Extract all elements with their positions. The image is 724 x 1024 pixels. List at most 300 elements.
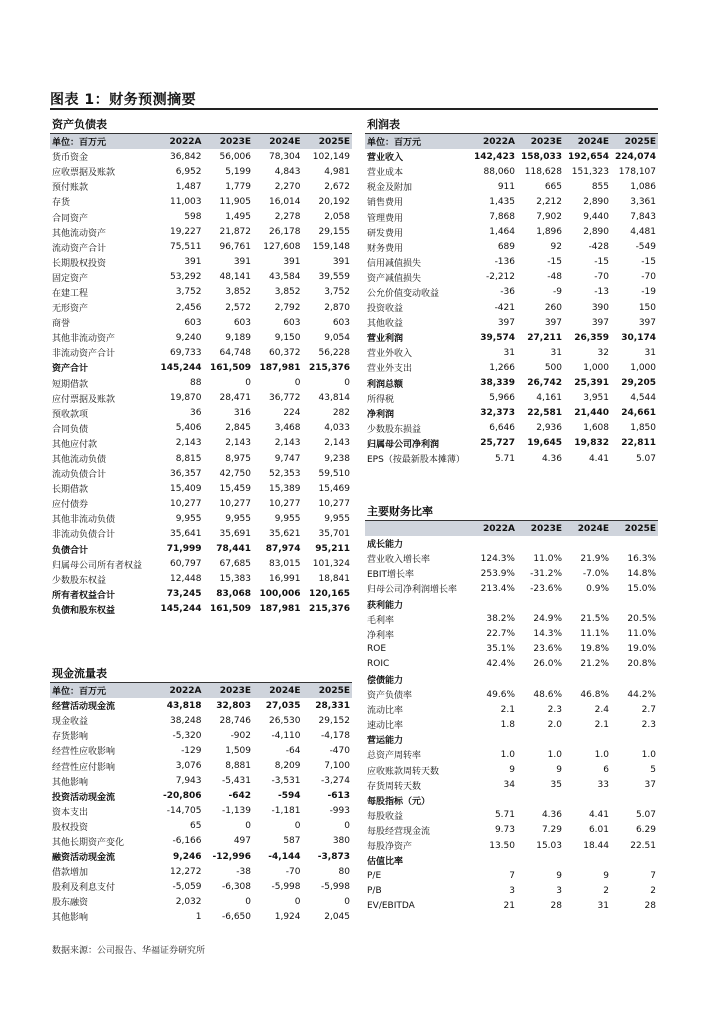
table-cell: 26,359 xyxy=(574,332,609,343)
table-cell: 15.03 xyxy=(536,840,562,851)
table-cell: 127,608 xyxy=(263,242,301,253)
table-cell: -64 xyxy=(285,745,301,756)
row-label: 偿债能力 xyxy=(367,675,404,686)
table-cell: 33 xyxy=(597,780,609,791)
row-label: 成长能力 xyxy=(367,540,404,551)
table-cell: 16,014 xyxy=(269,196,301,207)
table-cell: 1,000 xyxy=(583,362,609,373)
table-cell: 2,672 xyxy=(324,181,350,192)
row-label: 其他流动负债 xyxy=(52,455,107,466)
table-row xyxy=(50,179,352,194)
table-cell: 96,761 xyxy=(219,242,251,253)
table-cell: 0 xyxy=(294,821,301,832)
table-row xyxy=(50,804,352,819)
table-row xyxy=(50,728,352,743)
table-cell: 13.50 xyxy=(489,840,515,851)
table-row xyxy=(50,819,352,834)
row-label: EPS（按最新股本摊薄） xyxy=(367,455,465,466)
table-cell: 500 xyxy=(544,362,562,373)
table-cell: 16,991 xyxy=(269,574,301,585)
table-cell: -36 xyxy=(500,287,515,298)
table-cell: 31 xyxy=(644,347,656,358)
table-cell: 161,509 xyxy=(210,362,251,373)
row-label: 其他非流动负债 xyxy=(52,515,116,526)
table-row xyxy=(365,451,658,466)
table-cell: 161,509 xyxy=(210,604,251,615)
row-label: 营业外支出 xyxy=(367,364,413,375)
row-label: 股权投资 xyxy=(52,822,89,833)
row-label: 经营活动现金流 xyxy=(52,702,116,713)
table-cell: 26,742 xyxy=(527,378,562,389)
row-label: 经营性应付影响 xyxy=(52,762,116,773)
table-cell: 1,464 xyxy=(489,227,515,238)
table-cell: 14.8% xyxy=(627,568,656,579)
ratios-header xyxy=(365,521,658,536)
table-cell: 3 xyxy=(556,885,562,896)
table-cell: 4,161 xyxy=(536,393,562,404)
table-row xyxy=(365,581,658,596)
row-label: 其他影响 xyxy=(52,913,89,924)
table-row xyxy=(50,360,352,375)
table-cell: 28,471 xyxy=(219,393,251,404)
table-cell: 60,797 xyxy=(170,559,202,570)
table-row xyxy=(365,179,658,194)
column-header: 2022A xyxy=(470,134,517,149)
row-label: 信用减值损失 xyxy=(367,258,422,269)
table-row xyxy=(50,879,352,894)
table-row xyxy=(50,789,352,804)
table-cell: 43,818 xyxy=(166,700,202,711)
table-cell: 1,086 xyxy=(630,181,656,192)
table-cell: 6,646 xyxy=(489,423,515,434)
table-cell xyxy=(564,536,611,551)
table-cell: 15.0% xyxy=(627,583,656,594)
table-row xyxy=(365,778,658,793)
table-cell: 8,209 xyxy=(274,761,301,772)
table-cell: 6.01 xyxy=(588,825,609,836)
table-cell: -9 xyxy=(553,287,562,298)
table-cell: 1,000 xyxy=(630,362,656,373)
table-cell: 1.0 xyxy=(641,749,656,760)
table-cell: 187,981 xyxy=(259,604,301,615)
table-cell: 8,881 xyxy=(225,761,251,772)
table-cell: 9,150 xyxy=(274,332,301,343)
table-cell xyxy=(517,793,564,808)
table-cell: 2,845 xyxy=(225,423,251,434)
table-cell: 0 xyxy=(245,821,251,832)
table-row xyxy=(50,451,352,466)
balance-sheet-title: 资产负债表 xyxy=(50,117,352,134)
row-label: 融资活动现金流 xyxy=(52,853,116,864)
ratios-table xyxy=(365,521,658,913)
table-cell xyxy=(470,732,517,747)
table-cell: 2,045 xyxy=(324,911,350,922)
row-label: 应收账款周转天数 xyxy=(367,766,440,777)
table-cell xyxy=(611,793,658,808)
row-label: 利润总额 xyxy=(367,379,404,390)
table-cell: 9 xyxy=(556,870,562,881)
table-cell: -5,998 xyxy=(271,881,301,892)
table-cell: 7,902 xyxy=(536,212,562,223)
table-cell: 1,850 xyxy=(630,423,656,434)
table-cell: 7,100 xyxy=(324,761,350,772)
table-cell: 34 xyxy=(503,780,515,791)
row-label: 其他应付款 xyxy=(52,439,98,450)
table-cell: 48,141 xyxy=(219,272,251,283)
table-row xyxy=(50,602,352,617)
table-cell: -5,431 xyxy=(221,776,251,787)
table-cell: 2.4 xyxy=(594,704,609,715)
table-cell: 4.41 xyxy=(588,453,609,464)
table-cell: 6,952 xyxy=(175,166,202,177)
table-cell: 38.2% xyxy=(486,614,515,625)
table-cell: 56,006 xyxy=(219,151,251,162)
table-cell: 29,155 xyxy=(318,227,350,238)
table-cell: 10,277 xyxy=(269,498,301,509)
table-row xyxy=(50,864,352,879)
table-cell: -31.2% xyxy=(530,568,562,579)
table-cell: -1,181 xyxy=(271,806,301,817)
table-cell: 7,943 xyxy=(175,776,202,787)
column-header: 2022A xyxy=(470,521,517,536)
column-header: 单位：百万元 xyxy=(50,134,154,149)
table-cell: -14,705 xyxy=(166,806,202,817)
table-cell: 19,870 xyxy=(170,393,202,404)
table-cell: 80 xyxy=(338,866,350,877)
table-cell: 1,495 xyxy=(225,212,251,223)
row-label: 速动比率 xyxy=(367,721,404,732)
table-cell: 3,852 xyxy=(225,287,251,298)
table-cell: 21 xyxy=(503,900,515,911)
table-cell: 21.5% xyxy=(580,614,609,625)
table-cell: 9,955 xyxy=(225,513,251,524)
table-row xyxy=(365,330,658,345)
table-cell: -70 xyxy=(594,272,609,283)
table-cell: 32 xyxy=(597,347,609,358)
table-cell: 158,033 xyxy=(521,151,562,162)
table-cell xyxy=(470,853,517,868)
table-cell: 1.0 xyxy=(500,749,515,760)
income-statement-section xyxy=(365,117,658,466)
table-row xyxy=(50,572,352,587)
table-cell xyxy=(564,732,611,747)
table-cell: 19,645 xyxy=(527,438,562,449)
table-cell: 5,406 xyxy=(175,423,202,434)
table-cell: 0 xyxy=(344,378,350,389)
table-row xyxy=(365,225,658,240)
table-cell: 5.71 xyxy=(494,810,515,821)
table-row xyxy=(50,315,352,330)
table-cell: 1,509 xyxy=(225,745,251,756)
table-cell: -129 xyxy=(181,745,202,756)
table-cell xyxy=(564,672,611,687)
table-row xyxy=(50,300,352,315)
row-label: 存货周转天数 xyxy=(367,781,422,792)
table-cell: 145,244 xyxy=(160,604,202,615)
row-label: 应付债券 xyxy=(52,500,89,511)
income-statement-table xyxy=(365,134,658,466)
row-label: 其他流动资产 xyxy=(52,228,107,239)
table-cell xyxy=(470,536,517,551)
table-cell: 4.41 xyxy=(588,810,609,821)
table-row xyxy=(50,194,352,209)
table-cell: 2,143 xyxy=(175,438,202,449)
table-cell: 282 xyxy=(332,408,350,419)
table-cell: 83,015 xyxy=(269,559,301,570)
row-label: 资本支出 xyxy=(52,807,89,818)
table-cell: -15 xyxy=(594,257,609,268)
table-cell: 26,530 xyxy=(269,715,301,726)
table-cell: -12,996 xyxy=(212,851,251,862)
table-row xyxy=(365,823,658,838)
table-row xyxy=(365,687,658,702)
table-cell: 2,032 xyxy=(175,896,202,907)
table-cell: 11.0% xyxy=(533,553,562,564)
table-row xyxy=(50,587,352,602)
row-label: 在建工程 xyxy=(52,288,89,299)
column-header: 2023E xyxy=(204,134,254,149)
row-label: 每股收益 xyxy=(367,811,404,822)
row-label: 归属母公司净利润 xyxy=(367,439,440,450)
row-label: 无形资产 xyxy=(52,304,89,315)
table-cell: -421 xyxy=(494,302,515,313)
table-cell: 4,544 xyxy=(630,393,656,404)
table-row xyxy=(365,240,658,255)
table-cell: -5,320 xyxy=(172,730,202,741)
table-cell: 7,843 xyxy=(630,212,656,223)
table-cell: 603 xyxy=(283,317,301,328)
table-cell: 6 xyxy=(603,765,609,776)
table-cell: 22.7% xyxy=(486,629,515,640)
row-label: 营业收入增长率 xyxy=(367,555,431,566)
table-row xyxy=(365,898,658,913)
table-cell: 2,278 xyxy=(274,212,301,223)
row-label: 存货 xyxy=(52,198,71,209)
table-cell xyxy=(611,536,658,551)
row-label: 资产负债率 xyxy=(367,691,413,702)
table-cell: 4,843 xyxy=(274,166,301,177)
table-cell: 12,272 xyxy=(170,866,202,877)
table-cell: 35,691 xyxy=(219,528,251,539)
table-cell: 71,999 xyxy=(166,544,202,555)
table-cell: 25,727 xyxy=(480,438,515,449)
table-row xyxy=(365,149,658,164)
table-cell: 911 xyxy=(497,181,515,192)
income-statement-title: 利润表 xyxy=(365,117,658,134)
column-header: 2023E xyxy=(204,683,254,698)
table-cell: 2,143 xyxy=(225,438,251,449)
ratios-title: 主要财务比率 xyxy=(365,504,658,521)
table-cell: 0.9% xyxy=(586,583,609,594)
row-label: 归属母公司所有者权益 xyxy=(52,560,143,571)
table-cell: 9,054 xyxy=(324,332,350,343)
table-cell: 102,149 xyxy=(312,151,350,162)
table-cell: 24,661 xyxy=(621,408,656,419)
table-cell: 192,654 xyxy=(568,151,609,162)
row-label: 研发费用 xyxy=(367,228,404,239)
table-cell: 31 xyxy=(550,347,562,358)
table-cell: 88 xyxy=(190,378,202,389)
table-cell: 38,339 xyxy=(480,378,515,389)
table-cell: 31 xyxy=(503,347,515,358)
table-cell: 12,448 xyxy=(170,574,202,585)
table-cell: 15,389 xyxy=(269,483,301,494)
table-cell: 5 xyxy=(650,765,656,776)
table-cell: 178,107 xyxy=(618,166,656,177)
row-label: 长期股权投资 xyxy=(52,258,107,269)
table-row xyxy=(365,732,658,747)
table-cell: 3,852 xyxy=(274,287,301,298)
row-label: 长期借款 xyxy=(52,485,89,496)
table-cell: 316 xyxy=(233,408,251,419)
table-cell: 5.07 xyxy=(635,810,656,821)
table-cell: 3,951 xyxy=(583,393,609,404)
column-header: 2025E xyxy=(303,134,353,149)
table-cell: 29,152 xyxy=(318,715,350,726)
table-cell: 26,178 xyxy=(269,227,301,238)
table-cell: -15 xyxy=(547,257,562,268)
table-cell: 2,212 xyxy=(536,196,562,207)
table-cell: 9,240 xyxy=(175,332,202,343)
table-row xyxy=(50,149,352,164)
table-row xyxy=(365,209,658,224)
row-label: 现金收益 xyxy=(52,717,89,728)
table-row xyxy=(50,270,352,285)
table-row xyxy=(365,853,658,868)
table-cell xyxy=(470,596,517,611)
table-cell: 1,487 xyxy=(175,181,202,192)
table-cell xyxy=(517,672,564,687)
table-cell: 49.6% xyxy=(486,689,515,700)
row-label: 流动资产合计 xyxy=(52,243,107,254)
table-cell: 92 xyxy=(550,242,562,253)
table-cell: 52,353 xyxy=(269,468,301,479)
table-cell: -594 xyxy=(277,791,301,802)
row-label: 短期借款 xyxy=(52,379,89,390)
table-cell xyxy=(564,853,611,868)
table-cell: 4.36 xyxy=(541,453,562,464)
table-cell: -7.0% xyxy=(582,568,609,579)
table-cell: 603 xyxy=(233,317,251,328)
table-row xyxy=(365,747,658,762)
table-cell: 87,974 xyxy=(265,544,301,555)
table-row xyxy=(365,436,658,451)
table-cell: 16.3% xyxy=(627,553,656,564)
row-label: 所有者权益合计 xyxy=(52,590,116,601)
table-cell: 11.1% xyxy=(580,629,609,640)
row-label: EBIT增长率 xyxy=(367,570,415,581)
row-label: 营业成本 xyxy=(367,168,404,179)
table-cell: 1 xyxy=(195,911,202,922)
table-cell: 19.0% xyxy=(627,644,656,655)
row-label: 公允价值变动收益 xyxy=(367,288,440,299)
table-cell: 35.1% xyxy=(486,644,515,655)
table-cell: 78,441 xyxy=(216,544,251,555)
table-row xyxy=(365,657,658,672)
source-note: 数据来源：公司报告、华福证券研究所 xyxy=(52,946,206,956)
table-row xyxy=(365,194,658,209)
ratios-body xyxy=(365,536,658,913)
table-cell: 215,376 xyxy=(309,362,350,373)
table-cell: 19,832 xyxy=(574,438,609,449)
column-header: 单位：百万元 xyxy=(365,134,470,149)
table-row xyxy=(50,330,352,345)
table-cell: 11.0% xyxy=(627,629,656,640)
table-row xyxy=(50,557,352,572)
row-label: 投资活动现金流 xyxy=(52,792,116,803)
row-label: 其他影响 xyxy=(52,777,89,788)
title-rule xyxy=(50,108,658,110)
table-cell: 5,966 xyxy=(489,393,515,404)
table-cell: 35,641 xyxy=(170,528,202,539)
column-header: 2025E xyxy=(611,521,658,536)
table-cell: 18.44 xyxy=(583,840,609,851)
table-cell: 2 xyxy=(650,885,656,896)
table-cell: 0 xyxy=(344,821,350,832)
column-header: 2024E xyxy=(564,521,611,536)
table-cell: 60,372 xyxy=(269,347,301,358)
table-cell: 9,189 xyxy=(225,332,251,343)
table-cell: 159,148 xyxy=(312,242,350,253)
table-row xyxy=(50,743,352,758)
table-row xyxy=(365,868,658,883)
table-row xyxy=(50,376,352,391)
table-cell: 24.9% xyxy=(533,614,562,625)
table-cell: 67,685 xyxy=(219,559,251,570)
table-cell: 0 xyxy=(245,378,251,389)
table-cell: 5,199 xyxy=(225,166,251,177)
table-row xyxy=(365,612,658,627)
table-cell: 20.5% xyxy=(627,614,656,625)
table-cell: 36,357 xyxy=(170,468,202,479)
row-label: 负债合计 xyxy=(52,545,89,556)
row-label: 获利能力 xyxy=(367,600,404,611)
table-cell: -993 xyxy=(329,806,350,817)
table-cell: -1,139 xyxy=(221,806,251,817)
table-cell: 2.3 xyxy=(547,704,562,715)
table-cell: 9 xyxy=(556,765,562,776)
table-cell: 15,383 xyxy=(219,574,251,585)
table-cell: 22,811 xyxy=(621,438,656,449)
table-cell: 0 xyxy=(294,896,301,907)
table-cell: 7.29 xyxy=(541,825,562,836)
table-cell: 48.6% xyxy=(533,689,562,700)
table-row xyxy=(365,376,658,391)
row-label: 所得税 xyxy=(367,394,395,405)
table-cell: 0 xyxy=(245,896,251,907)
table-cell: 2,890 xyxy=(583,196,609,207)
table-cell: 1,435 xyxy=(489,196,515,207)
table-cell: 1,266 xyxy=(489,362,515,373)
column-header: 2022A xyxy=(154,683,204,698)
table-cell: -23.6% xyxy=(530,583,562,594)
table-row xyxy=(50,164,352,179)
income-statement-header xyxy=(365,134,658,149)
table-cell: 35 xyxy=(550,780,562,791)
table-cell: 1.0 xyxy=(594,749,609,760)
table-cell: 4.36 xyxy=(541,810,562,821)
table-row xyxy=(50,466,352,481)
table-cell: 150 xyxy=(638,302,656,313)
table-cell: 69,733 xyxy=(170,347,202,358)
table-row xyxy=(50,436,352,451)
column-header: 2023E xyxy=(517,134,564,149)
table-cell: 88,060 xyxy=(483,166,515,177)
table-cell: 2,058 xyxy=(324,212,350,223)
table-cell: 497 xyxy=(233,836,251,847)
cash-flow-title: 现金流量表 xyxy=(50,666,352,683)
table-cell: 22,581 xyxy=(527,408,562,419)
